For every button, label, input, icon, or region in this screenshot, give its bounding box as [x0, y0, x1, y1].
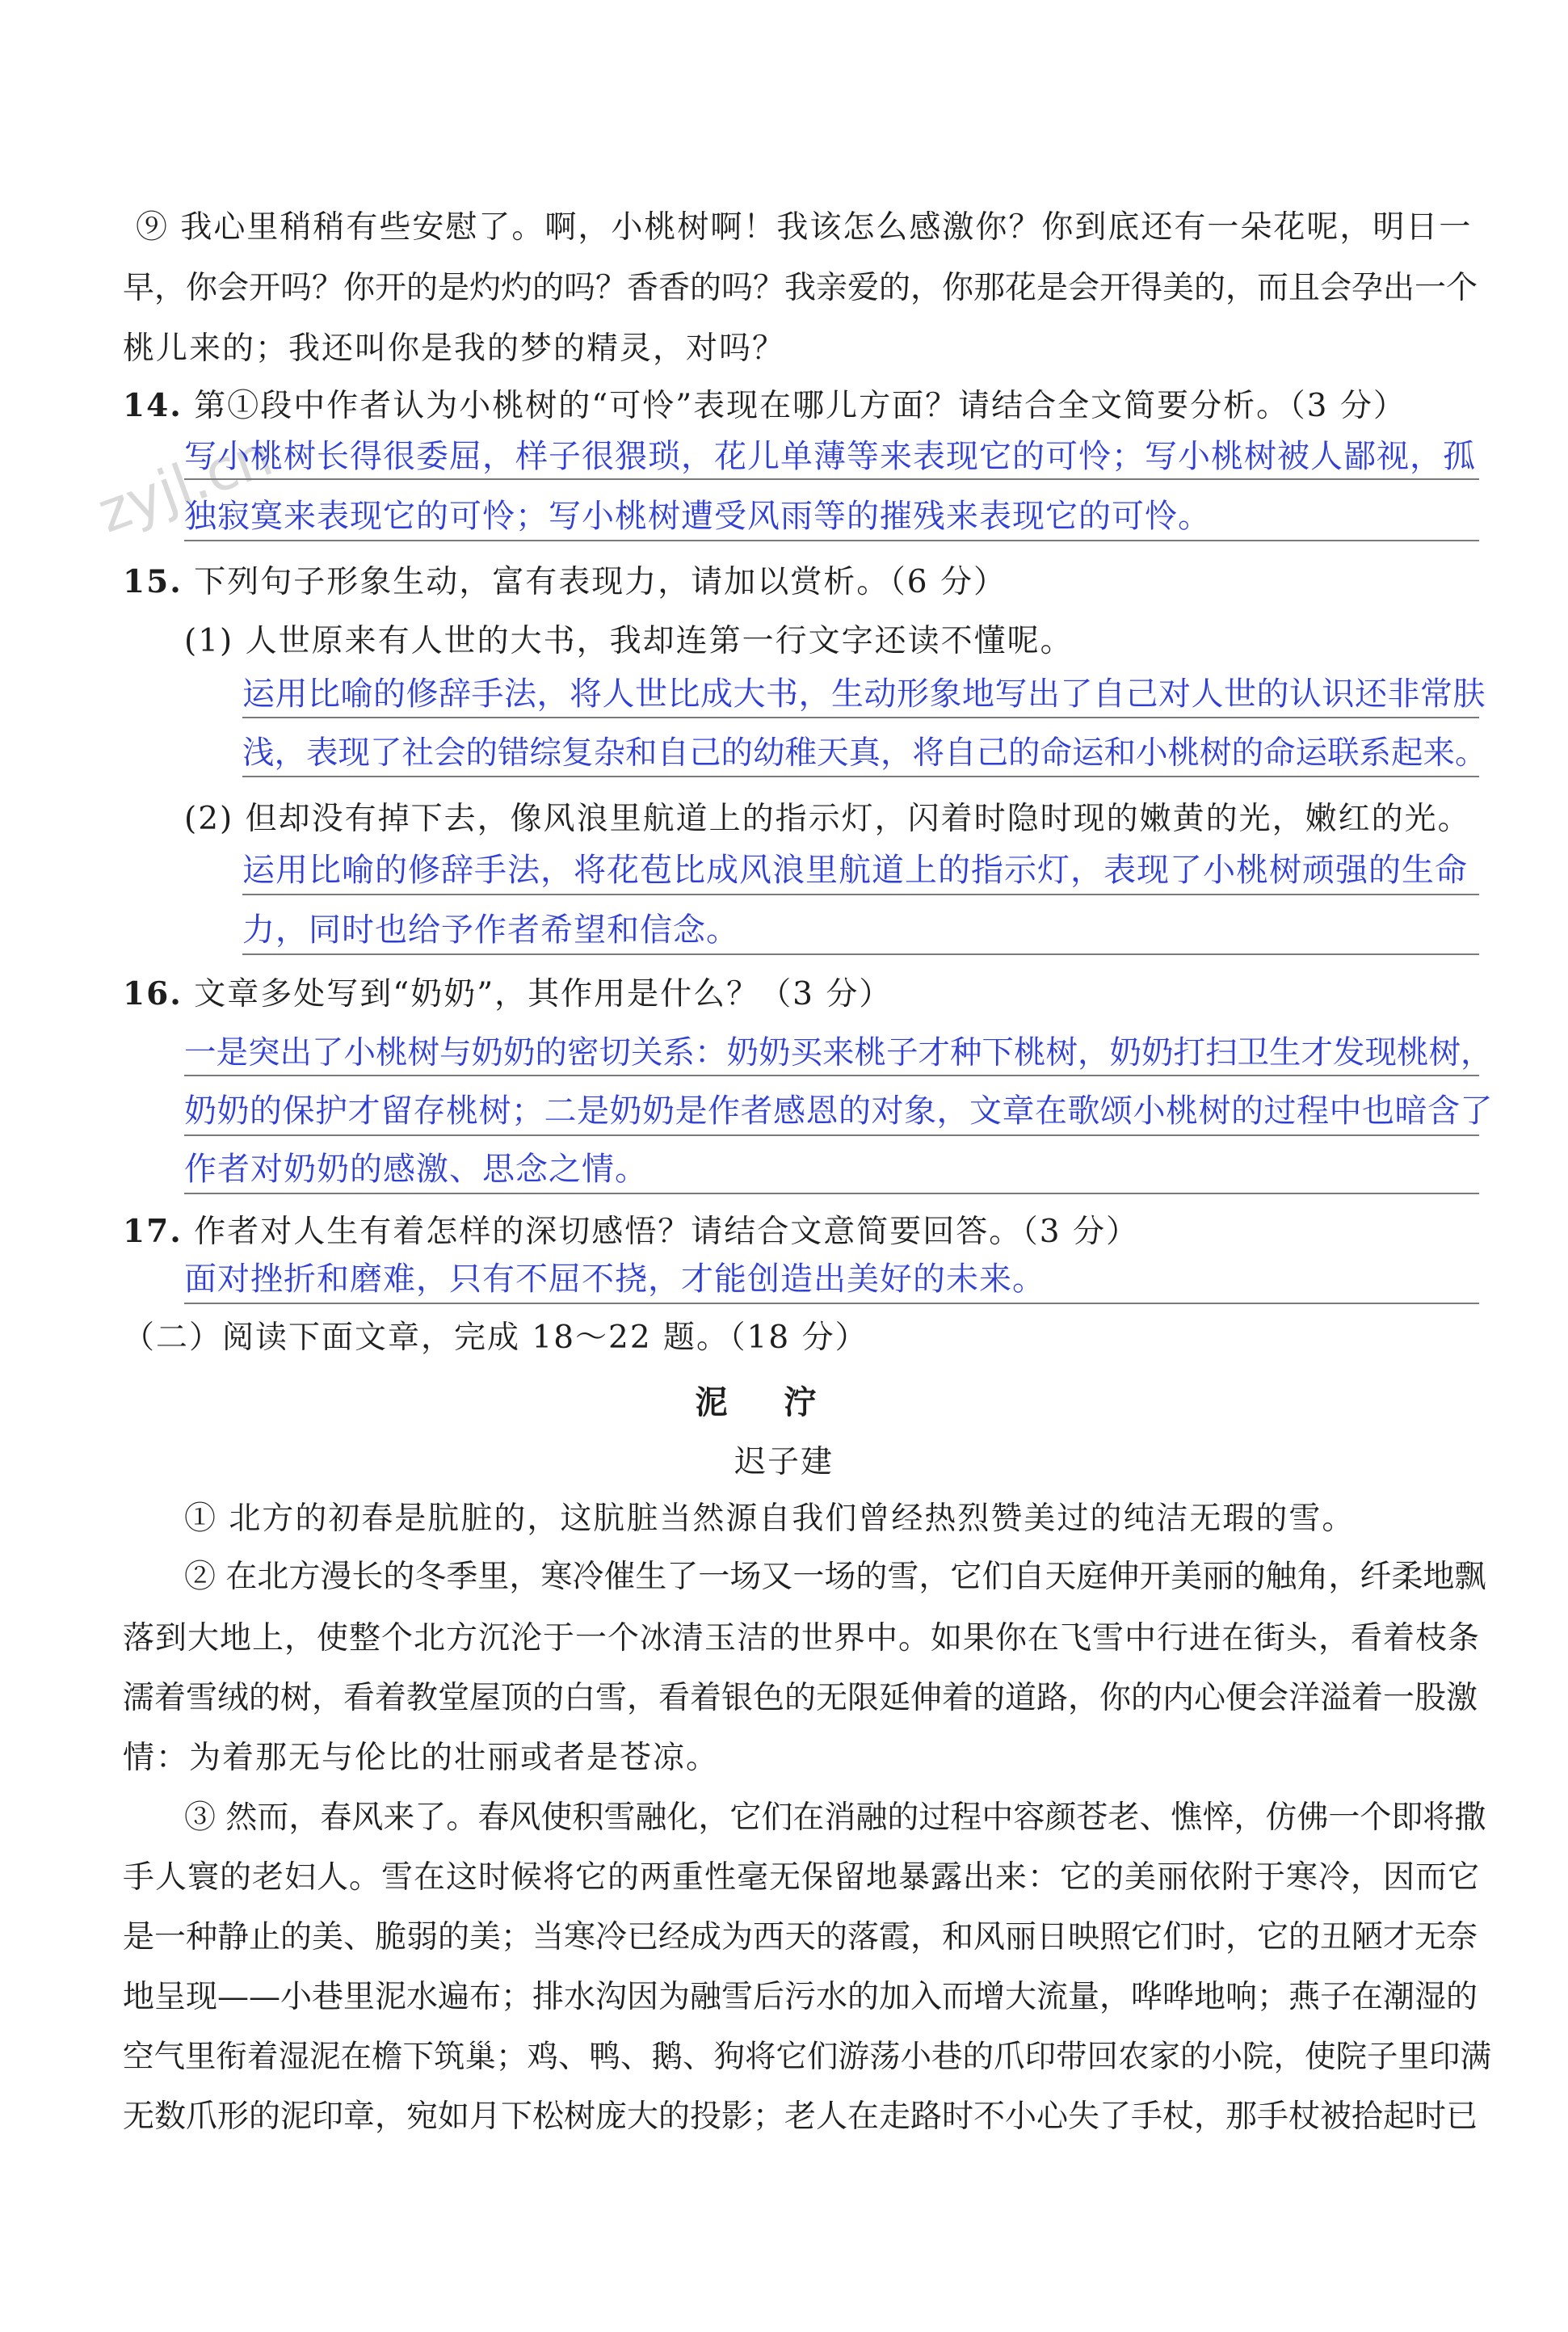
- answer-15-2-line-1: 运用比喻的修辞手法，将花苞比成风浪里航道上的指示灯，表现了小桃树顽强的生命: [242, 852, 1468, 889]
- question-text: 第①段中作者认为小桃树的“可怜”表现在哪儿方面？请结合全文简要分析。（3 分）: [194, 388, 1406, 424]
- answer-rule: [184, 1134, 1479, 1136]
- article-paragraph-2-line-3: 濡着雪绒的树，看着教堂屋顶的白雪，看着银色的无限延伸着的道路，你的内心便会洋溢着一股激: [123, 1680, 1478, 1716]
- sub-label: (2): [184, 801, 234, 837]
- article-paragraph-3-line-3: 是一种静止的美、脆弱的美；当寒冷已经成为西天的落霞，和风丽日映照它们时，它的丑陋才无奈: [123, 1919, 1478, 1955]
- sub-text: 但却没有掉下去，像风浪里航道上的指示灯，闪着时隐时现的嫩黄的光，嫩红的光。: [245, 801, 1471, 837]
- answer-16-line-1: 一是突出了小桃树与奶奶的密切关系：奶奶买来桃子才种下桃树，奶奶打扫卫生才发现桃树，: [184, 1034, 1493, 1071]
- paragraph-9-line-1: ⑨ 我心里稍稍有些安慰了。啊，小桃树啊！我该怎么感激你？你到底还有一朵花呢，明日一: [136, 209, 1473, 246]
- answer-rule: [184, 1303, 1479, 1304]
- article-paragraph-3-line-1: ③ 然而，春风来了。春风使积雪融化，它们在消融的过程中容颜苍老、憔悴，仿佛一个即将撒: [184, 1800, 1486, 1836]
- answer-15-1-line-1: 运用比喻的修辞手法，将人世比成大书，生动形象地写出了自己对人世的认识还非常肤: [242, 676, 1486, 713]
- answer-rule: [242, 953, 1479, 955]
- article-paragraph-2-line-2: 落到大地上，使整个北方沉沦于一个冰清玉洁的世界中。如果你在飞雪中行进在街头，看着枝条: [123, 1620, 1481, 1656]
- article-paragraph-3-line-4: 地呈现——小巷里泥水遍布；排水沟因为融雪后污水的加入而增大流量，哗哗地响；燕子在潮湿的: [123, 1979, 1478, 2015]
- answer-15-2-line-2: 力，同时也给予作者希望和信念。: [242, 911, 739, 949]
- answer-14-line-2: 独寂寞来表现它的可怜；写小桃树遭受风雨等的摧残来表现它的可怜。: [184, 498, 1211, 535]
- article-title: 泥泞: [695, 1383, 873, 1421]
- answer-17-line-1: 面对挫折和磨难，只有不屈不挠，才能创造出美好的未来。: [184, 1261, 1045, 1298]
- question-15-2: [184, 800, 1471, 839]
- section-heading: （二）阅读下面文章，完成 18～22 题。（18 分）: [123, 1320, 868, 1356]
- question-text: 下列句子形象生动，富有表现力，请加以赏析。（6 分）: [194, 564, 1007, 600]
- article-author: 迟子建: [734, 1444, 834, 1480]
- article-paragraph-3-line-2: 手人寰的老妇人。雪在这时候将它的两重性毫无保留地暴露出来：它的美丽依附于寒冷，因而它: [123, 1859, 1481, 1896]
- answer-rule: [184, 540, 1479, 541]
- article-paragraph-3-line-6: 无数爪形的泥印章，宛如月下松树庞大的投影；老人在走路时不小心失了手杖，那手杖被拾起时已: [123, 2098, 1478, 2135]
- question-15: [123, 562, 1007, 602]
- question-16: [123, 974, 892, 1014]
- question-15-1: [184, 622, 1074, 661]
- paragraph-9-line-3: 桃儿来的；我还叫你是我的梦的精灵，对吗？: [123, 330, 786, 367]
- watermark: zyjl.cn: [89, 422, 281, 546]
- answer-14-line-1: 写小桃树长得很委屈，样子很猥琐，花儿单薄等来表现它的可怜；写小桃树被人鄙视，孤: [184, 438, 1476, 475]
- answer-rule: [184, 1075, 1479, 1076]
- question-number: 15.: [123, 563, 183, 600]
- question-number: 17.: [123, 1213, 183, 1250]
- article-paragraph-2-line-4: 情：为着那无与伦比的壮丽或者是苍凉。: [123, 1740, 720, 1776]
- article-paragraph-2-line-1: ② 在北方漫长的冬季里，寒冷催生了一场又一场的雪，它们自天庭伸开美丽的触角，纤柔地飘: [184, 1559, 1486, 1595]
- answer-16-line-2: 奶奶的保护才留存桃树；二是奶奶是作者感恩的对象，文章在歌颂小桃树的过程中也暗含了: [184, 1092, 1493, 1130]
- question-text: 文章多处写到“奶奶”，其作用是什么？（3 分）: [194, 976, 893, 1012]
- question-14: [123, 386, 1406, 426]
- sub-label: (1): [184, 623, 234, 659]
- answer-rule: [184, 478, 1479, 480]
- answer-16-line-3: 作者对奶奶的感激、思念之情。: [184, 1151, 648, 1188]
- question-number: 14.: [123, 387, 183, 424]
- answer-15-1-line-2: 浅，表现了社会的错综复杂和自己的幼稚天真，将自己的命运和小桃树的命运联系起来。: [242, 735, 1487, 772]
- question-17: [123, 1212, 1139, 1252]
- article-paragraph-1-line-1: ① 北方的初春是肮脏的，这肮脏当然源自我们曾经热烈赞美过的纯洁无瑕的雪。: [184, 1501, 1356, 1537]
- answer-rule: [242, 717, 1479, 718]
- question-number: 16.: [123, 975, 183, 1012]
- question-text: 作者对人生有着怎样的深切感悟？请结合文意简要回答。（3 分）: [194, 1214, 1139, 1250]
- article-paragraph-3-line-5: 空气里衔着湿泥在檐下筑巢；鸡、鸭、鹅、狗将它们游荡小巷的爪印带回农家的小院，使院子里印满: [123, 2039, 1492, 2075]
- answer-rule: [242, 776, 1479, 777]
- sub-text: 人世原来有人世的大书，我却连第一行文字还读不懂呢。: [245, 623, 1074, 659]
- paragraph-9-line-2: 早，你会开吗？你开的是灼灼的吗？香香的吗？我亲爱的，你那花是会开得美的，而且会孕出一个: [123, 270, 1478, 306]
- answer-rule: [242, 894, 1479, 895]
- answer-rule: [184, 1193, 1479, 1194]
